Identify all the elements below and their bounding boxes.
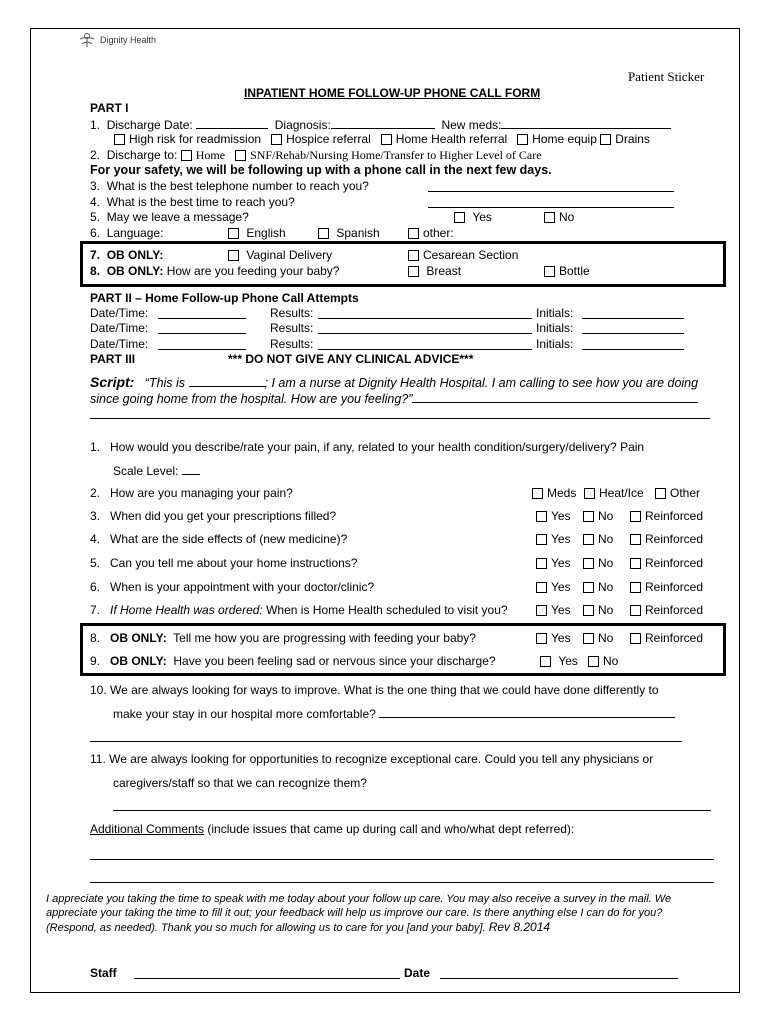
q1-discharge-row	[90, 117, 671, 132]
side-effects-text: What are the side effects of (new medicine)?	[110, 532, 348, 546]
spanish-option	[318, 226, 380, 240]
q3-row	[90, 179, 369, 193]
pain-scale-row	[113, 463, 200, 478]
q8-text: How are you feeding your baby?	[166, 264, 340, 278]
reinforced-checkbox[interactable]	[630, 582, 641, 593]
reinforced-checkbox[interactable]	[630, 511, 641, 522]
q4-yes	[536, 532, 571, 546]
other-pain-checkbox[interactable]	[655, 488, 666, 499]
staff-field[interactable]	[134, 978, 400, 979]
q8-ob-label-p3: OB ONLY:	[110, 631, 167, 645]
other-language-label: other:	[423, 226, 454, 240]
patient-sticker-label: Patient Sticker	[628, 69, 705, 84]
yes-label: Yes	[551, 509, 571, 523]
q3-reinforced	[630, 509, 703, 523]
q6-num: 6.	[90, 226, 101, 240]
improve-question-text: We are always looking for ways to improve. What is the one thing that we could have done differently to	[110, 683, 659, 697]
p3-q5-row: 5. Can you tell me about your home instructions?	[90, 556, 358, 570]
meds-label: Meds	[547, 486, 577, 500]
heat-ice-checkbox[interactable]	[584, 488, 595, 499]
additional-comments-line-2[interactable]	[90, 882, 714, 883]
yes-checkbox[interactable]	[540, 656, 551, 667]
yes-label: Yes	[551, 580, 571, 594]
no-checkbox[interactable]	[583, 582, 594, 593]
reinforced-checkbox[interactable]	[630, 534, 641, 545]
hospice-label: Hospice referral	[286, 132, 371, 146]
no-checkbox[interactable]	[588, 656, 599, 667]
other-pain-option	[655, 486, 700, 500]
attempt-2-initials-field[interactable]	[582, 333, 684, 334]
attempt-results-label: Results:	[270, 306, 314, 320]
message-no-checkbox[interactable]	[544, 212, 555, 223]
pain-managing-text: How are you managing your pain?	[110, 486, 293, 500]
attempt-3-results-field[interactable]	[318, 349, 532, 350]
drains-checkbox[interactable]	[600, 134, 611, 145]
attempt-1-date-field[interactable]	[158, 318, 246, 319]
feeding-progress-text: Tell me how you are progressing with feeding your baby?	[173, 631, 476, 645]
q6-no	[583, 580, 613, 594]
q6-yes	[536, 580, 571, 594]
closing-line-3-text: (Respond, as needed). Thank you so much for allowing us to care for you [and your baby].	[46, 922, 486, 934]
q2-row	[90, 148, 542, 162]
additional-comments-line-1[interactable]	[90, 859, 714, 860]
yes-checkbox[interactable]	[536, 511, 547, 522]
spanish-checkbox[interactable]	[318, 228, 329, 239]
bottle-label: Bottle	[559, 264, 590, 278]
nurse-name-field[interactable]	[189, 375, 265, 387]
attempt-results-label: Results:	[270, 321, 314, 335]
no-label: No	[598, 603, 614, 617]
spanish-label: Spanish	[336, 226, 380, 240]
home-health-ordered-label: If Home Health was ordered:	[110, 603, 263, 617]
p3-q11-row-2	[113, 776, 367, 790]
q4-num: 4.	[90, 195, 101, 209]
date-label: Date	[404, 966, 431, 980]
breast-label: Breast	[426, 264, 462, 278]
discharge-to-label: Discharge to:	[106, 148, 178, 162]
revision-label: Rev 8.2014	[488, 920, 551, 934]
home-equip-label: Home equip	[532, 132, 597, 146]
snf-checkbox[interactable]	[235, 150, 246, 161]
date-field[interactable]	[440, 978, 678, 979]
q6-reinforced	[630, 580, 703, 594]
yes-label: Yes	[551, 556, 571, 570]
hospice-checkbox[interactable]	[271, 134, 282, 145]
q5-yes-p3	[536, 556, 571, 570]
q5-yes	[454, 210, 492, 224]
language-label: Language:	[106, 226, 164, 240]
english-label: English	[246, 226, 286, 240]
no-label: No	[598, 532, 614, 546]
p3-q7-row: 7. If Home Health was ordered: When is Home Health scheduled to visit you?	[90, 603, 508, 617]
q1-num: 1.	[90, 118, 101, 132]
additional-comments-instructions: (include issues that came up during call and who/what dept referred):	[204, 822, 575, 836]
home-equip-checkbox[interactable]	[517, 134, 528, 145]
breast-option	[408, 264, 461, 278]
attempt-1-results-field[interactable]	[318, 318, 532, 319]
attempt-3-initials-field[interactable]	[582, 349, 684, 350]
home-checkbox[interactable]	[181, 150, 192, 161]
yes-checkbox[interactable]	[536, 605, 547, 616]
pain-scale-label: Scale Level:	[113, 464, 179, 478]
q7-reinforced	[630, 603, 703, 617]
yes-label: Yes	[551, 631, 571, 645]
pain-question-text: How would you describe/rate your pain, if any, related to your health condition/surgery/delivery? Pain	[110, 440, 645, 454]
reinforced-label: Reinforced	[645, 532, 704, 546]
p3-q10-row-2	[113, 706, 675, 721]
p3-q1-row: 1. How would you describe/rate your pain, if any, related to your health condition/surgery/delivery? Pain	[90, 440, 645, 454]
feeling-response-line-2[interactable]	[90, 418, 710, 419]
brand-name: Dignity Health	[100, 35, 157, 45]
no-label: No	[598, 509, 614, 523]
home-instructions-text: Can you tell me about your home instructions?	[110, 556, 358, 570]
safety-notice: For your safety, we will be following up with a phone call in the next few days.	[90, 163, 552, 177]
phone-number-field[interactable]	[428, 191, 674, 192]
attempt-initials-label: Initials:	[536, 337, 574, 351]
no-label: No	[598, 580, 614, 594]
q8-no	[583, 631, 613, 645]
new-meds-label: New meds:	[441, 118, 502, 132]
message-no-label: No	[559, 210, 575, 224]
q8-yes	[536, 631, 571, 645]
additional-comments-row	[90, 822, 574, 836]
home-health-visit-text: When is Home Health scheduled to visit you?	[266, 603, 508, 617]
no-label: No	[598, 631, 614, 645]
high-risk-label: High risk for readmission	[129, 132, 262, 146]
yes-checkbox[interactable]	[536, 582, 547, 593]
heat-ice-option	[584, 486, 644, 500]
q7-yes	[536, 603, 571, 617]
q5-num: 5.	[90, 210, 101, 224]
yes-checkbox[interactable]	[536, 558, 547, 569]
appointment-text: When is your appointment with your doctor/clinic?	[110, 580, 375, 594]
q9-no	[588, 654, 618, 668]
part3-heading: PART III	[90, 352, 136, 366]
attempt-date-label: Date/Time:	[90, 321, 149, 335]
q1-options-row	[114, 132, 650, 146]
feeling-response-field[interactable]	[412, 391, 698, 403]
diagnosis-field[interactable]	[331, 117, 435, 129]
recognize-answer-field[interactable]	[113, 810, 711, 811]
p3-q8-row: 8. OB ONLY: Tell me how you are progressing with feeding your baby?	[90, 631, 476, 645]
q5-text: May we leave a message?	[106, 210, 249, 224]
q8-row	[90, 264, 339, 278]
vaginal-label: Vaginal Delivery	[246, 248, 333, 262]
reinforced-checkbox[interactable]	[630, 605, 641, 616]
no-clinical-advice-warning: *** DO NOT GIVE ANY CLINICAL ADVICE***	[228, 352, 474, 366]
new-meds-field[interactable]	[501, 117, 671, 129]
discharge-date-label: Discharge Date:	[106, 118, 193, 132]
prescriptions-text: When did you get your prescriptions filled?	[110, 509, 337, 523]
sad-nervous-text: Have you been feeling sad or nervous since your discharge?	[173, 654, 496, 668]
drains-label: Drains	[615, 132, 650, 146]
reinforced-label: Reinforced	[645, 603, 704, 617]
part1-heading: PART I	[90, 101, 129, 115]
script-text-b: ; I am a nurse at Dignity Health Hospital. I am calling to see how you are doing	[264, 376, 699, 390]
script-text-c: since going home from the hospital. How are you feeling?”	[90, 392, 413, 406]
no-checkbox[interactable]	[583, 558, 594, 569]
breast-checkbox[interactable]	[408, 266, 419, 277]
attempt-row-2	[90, 321, 148, 335]
q5-no	[544, 210, 574, 224]
q9-yes	[540, 654, 578, 668]
yes-label: Yes	[558, 654, 578, 668]
other-option	[408, 226, 454, 240]
recognize-question-text: We are always looking for opportunities to recognize exceptional care. Could you tell any physicians or	[109, 752, 654, 766]
attempt-initials-label: Initials:	[536, 306, 574, 320]
q6-row	[90, 226, 163, 240]
high-risk-checkbox[interactable]	[114, 134, 125, 145]
vaginal-option	[228, 248, 332, 262]
improve-answer-line-2[interactable]	[90, 741, 682, 742]
q7-row	[90, 248, 163, 262]
no-checkbox[interactable]	[583, 605, 594, 616]
reinforced-label: Reinforced	[645, 580, 704, 594]
yes-label: Yes	[551, 532, 571, 546]
attempt-3-date-field[interactable]	[158, 349, 246, 350]
p3-q10-row: 10. We are always looking for ways to improve. What is the one thing that we could have done differently to	[90, 683, 659, 697]
home-health-label: Home Health referral	[395, 132, 508, 146]
reinforced-checkbox[interactable]	[630, 633, 641, 644]
q3-text: What is the best telephone number to reach you?	[106, 179, 369, 193]
no-label: No	[603, 654, 619, 668]
cesarean-option	[408, 248, 518, 262]
q3-yes	[536, 509, 571, 523]
closing-line-1: I appreciate you taking the time to speak with me today about your follow up care. You may also receive a survey in the mail. We	[46, 893, 672, 905]
q7-num: 7.	[90, 248, 101, 262]
other-pain-label: Other	[670, 486, 701, 500]
yes-checkbox[interactable]	[536, 534, 547, 545]
script-line-1	[90, 375, 698, 390]
no-checkbox[interactable]	[583, 534, 594, 545]
q2-num: 2.	[90, 148, 101, 162]
script-label: Script:	[90, 374, 135, 390]
q8-num: 8.	[90, 264, 101, 278]
q5-row	[90, 210, 249, 224]
yes-label: Yes	[551, 603, 571, 617]
message-yes-label: Yes	[472, 210, 492, 224]
q3-num: 3.	[90, 179, 101, 193]
q4-row	[90, 195, 295, 209]
p3-q2-row: 2. How are you managing your pain?	[90, 486, 293, 500]
attempt-date-label: Date/Time:	[90, 306, 149, 320]
english-checkbox[interactable]	[228, 228, 239, 239]
closing-line-2: appreciate your taking the time to fill it out; your feedback will help us improve our care. Is there anything else I can do for you?	[46, 907, 663, 919]
bottle-checkbox[interactable]	[544, 266, 555, 277]
q9-ob-label-p3: OB ONLY:	[110, 654, 167, 668]
heat-ice-label: Heat/Ice	[599, 486, 644, 500]
message-yes-checkbox[interactable]	[454, 212, 465, 223]
p3-q3-row: 3. When did you get your prescriptions filled?	[90, 509, 337, 523]
q5-reinforced	[630, 556, 703, 570]
best-time-field[interactable]	[428, 207, 674, 208]
diagnosis-label: Diagnosis:	[274, 118, 331, 132]
q8-ob-label: OB ONLY:	[106, 264, 164, 278]
pain-scale-field[interactable]	[182, 463, 200, 475]
no-label: No	[598, 556, 614, 570]
p3-q6-row: 6. When is your appointment with your doctor/clinic?	[90, 580, 375, 594]
attempt-2-results-field[interactable]	[318, 333, 532, 334]
logo	[78, 32, 156, 48]
no-checkbox[interactable]	[583, 633, 594, 644]
attempt-date-label: Date/Time:	[90, 337, 149, 351]
snf-label: SNF/Rehab/Nursing Home/Transfer to Higher Level of Care	[250, 148, 542, 162]
dignity-health-logo-icon	[78, 32, 96, 48]
q4-no	[583, 532, 613, 546]
q8-reinforced	[630, 631, 703, 645]
q7-ob-label: OB ONLY:	[106, 248, 164, 262]
improve-answer-field[interactable]	[379, 706, 675, 718]
no-checkbox[interactable]	[583, 511, 594, 522]
q4-reinforced	[630, 532, 703, 546]
page-title: INPATIENT HOME FOLLOW-UP PHONE CALL FORM	[244, 86, 541, 100]
meds-option	[532, 486, 576, 500]
cesarean-label: Cesarean Section	[423, 248, 519, 262]
p3-q9-row: 9. OB ONLY: Have you been feeling sad or nervous since your discharge?	[90, 654, 496, 668]
part2-heading: PART II – Home Follow-up Phone Call Attempts	[90, 291, 359, 305]
closing-line-3	[46, 920, 550, 935]
yes-checkbox[interactable]	[536, 633, 547, 644]
attempt-1-initials-field[interactable]	[582, 318, 684, 319]
q7-no	[583, 603, 613, 617]
attempt-initials-label: Initials:	[536, 321, 574, 335]
discharge-date-field[interactable]	[196, 117, 268, 129]
q4-text: What is the best time to reach you?	[106, 195, 295, 209]
other-language-checkbox[interactable]	[408, 228, 419, 239]
bottle-option	[544, 264, 590, 278]
home-health-checkbox[interactable]	[381, 134, 392, 145]
reinforced-label: Reinforced	[645, 556, 704, 570]
vaginal-checkbox[interactable]	[228, 250, 239, 261]
home-label: Home	[195, 148, 226, 162]
additional-comments-label: Additional Comments	[90, 822, 205, 836]
script-text-a: “This is	[144, 376, 186, 390]
staff-label: Staff	[90, 966, 117, 980]
reinforced-label: Reinforced	[645, 631, 704, 645]
q3-no	[583, 509, 613, 523]
script-line-2	[90, 391, 698, 406]
recognize-question-text-2: caregivers/staff so that we can recognize them?	[113, 776, 367, 790]
reinforced-label: Reinforced	[645, 509, 704, 523]
reinforced-checkbox[interactable]	[630, 558, 641, 569]
meds-checkbox[interactable]	[532, 488, 543, 499]
attempt-2-date-field[interactable]	[158, 333, 246, 334]
p3-q4-row: 4. What are the side effects of (new medicine)?	[90, 532, 348, 546]
cesarean-checkbox[interactable]	[408, 250, 419, 261]
improve-question-text-2: make your stay in our hospital more comfortable?	[113, 707, 376, 721]
attempt-results-label: Results:	[270, 337, 314, 351]
attempt-row-1	[90, 306, 148, 320]
english-option	[228, 226, 286, 240]
q5-no-p3	[583, 556, 613, 570]
p3-q11-row: 11. We are always looking for opportunities to recognize exceptional care. Could you tell any physicians or	[90, 752, 654, 766]
attempt-row-3	[90, 337, 148, 351]
